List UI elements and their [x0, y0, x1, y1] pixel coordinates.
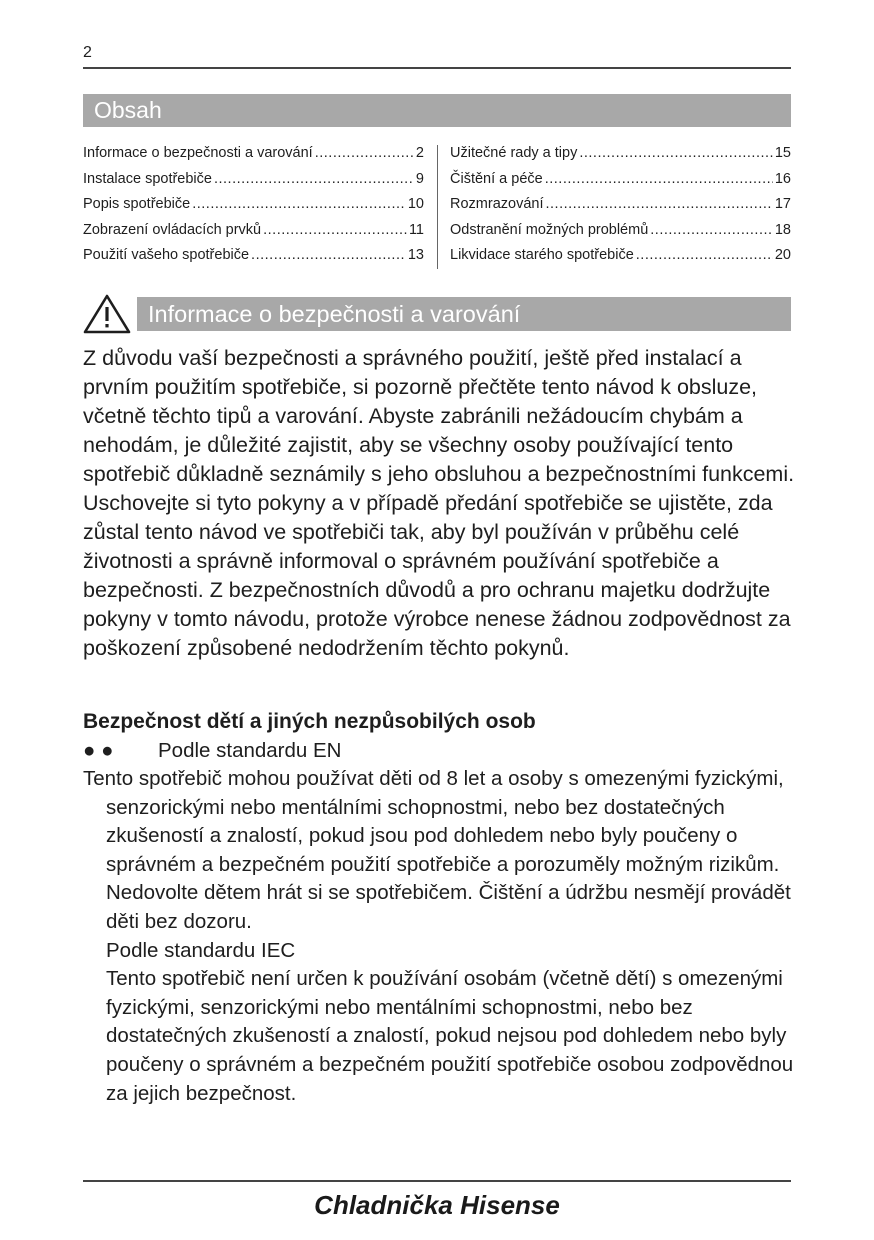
toc-entry-label: Použití vašeho spotřebiče — [83, 247, 250, 263]
toc-leader — [315, 145, 414, 161]
toc-entry-label: Zobrazení ovládacích prvků — [83, 221, 262, 238]
top-divider — [83, 67, 791, 69]
bullet-marks: ● ● — [83, 739, 114, 762]
toc-entry-page: 10 — [407, 196, 424, 212]
toc-title: Obsah — [83, 94, 791, 127]
en-standard-label: Podle standardu EN — [158, 739, 342, 762]
table-of-contents — [83, 145, 791, 271]
toc-entry-page: 9 — [415, 170, 424, 187]
children-safety-body — [83, 765, 799, 1108]
toc-entry-page: 13 — [407, 247, 424, 263]
toc-leader — [263, 222, 407, 238]
toc-left-column — [83, 145, 424, 273]
iec-standard-text: Tento spotřebič není určen k používání osobám (včetně dětí) s omezenými fyzickými, senzorickými nebo mentálními schopnostmi, nebo bez dostatečných zkušeností a znalostí, pokud nejsou pod dohledem nebo byly poučeny o správném a bezpečném použití spotřebiče osobou zodpovědnou za jejich bezpečnost. — [106, 967, 794, 1105]
toc-entry-label: Instalace spotřebiče — [83, 170, 212, 187]
toc-entry-page: 15 — [774, 145, 791, 161]
toc-leader — [251, 247, 406, 263]
toc-entry-label: Čištění a péče — [450, 170, 543, 187]
toc-entry-page: 20 — [774, 247, 791, 263]
toc-entry[interactable] — [450, 247, 791, 273]
toc-leader — [650, 222, 773, 238]
iec-standard-label: Podle standardu IEC — [106, 938, 296, 962]
section-title: Informace o bezpečnosti a varování — [137, 297, 791, 331]
toc-entry[interactable] — [83, 196, 424, 222]
warning-triangle-icon — [83, 294, 131, 334]
toc-column-divider — [437, 145, 438, 269]
children-safety-heading: Bezpečnost dětí a jiných nezpůsobilých osob — [83, 710, 536, 733]
toc-leader — [545, 171, 773, 187]
toc-entry[interactable] — [83, 247, 424, 273]
toc-entry-label: Informace o bezpečnosti a varování — [83, 145, 313, 161]
intro-paragraph: Z důvodu vaší bezpečnosti a správného použití, ještě před instalací a prvním použitím spotřebiče, si pozorně přečtěte tento návod k obsluze, včetně těchto tipů a varování. Abyste zabránili nežádoucím chybám a nehodám, je důležité zajistit, aby se všechny osoby používající tento spotřebič důkladně seznámily s jeho obsluhou a bezpečnostními funkcemi. Uschovejte si tyto pokyny a v případě předání spotřebiče se ujistěte, zda zůstal tento návod ve spotřebiči tak, aby byl používán v průběhu celé životnosti a správně informoval o správném používání spotřebiče a bezpečnosti. Z bezpečnostních důvodů a pro ochranu majetku dodržujte pokyny v tomto návodu, protože výrobce nenese žádnou zodpovědnost za poškození způsobené nedodržením těchto pokynů. — [83, 346, 795, 660]
toc-entry[interactable] — [450, 196, 791, 222]
toc-entry[interactable] — [83, 222, 424, 248]
toc-entry[interactable] — [450, 145, 791, 171]
toc-entry[interactable] — [450, 171, 791, 197]
toc-entry-page: 16 — [774, 170, 791, 187]
en-standard-text: Tento spotřebič mohou používat děti od 8 let a osoby s omezenými fyzickými, senzorickými nebo mentálními schopnostmi, nebo bez dostatečných zkušeností a znalostí, pokud jsou pod dohledem nebo byly poučeny o správném a bezpečném použití spotřebiče a porozuměly možným rizikům. Nedovolte dětem hrát si se spotřebičem. Čištění a údržbu nesmějí provádět děti bez dozoru. — [83, 767, 791, 933]
page-number: 2 — [83, 44, 92, 61]
toc-leader — [636, 247, 773, 263]
toc-entry-label: Užitečné rady a tipy — [450, 145, 578, 161]
toc-entry[interactable] — [83, 171, 424, 197]
toc-entry-label: Odstranění možných problémů — [450, 221, 649, 238]
toc-entry-label: Rozmrazování — [450, 196, 544, 212]
toc-leader — [545, 196, 772, 212]
toc-entry-page: 18 — [774, 221, 791, 238]
toc-leader — [214, 171, 414, 187]
toc-entry-page: 17 — [774, 196, 791, 212]
toc-leader — [192, 196, 406, 212]
toc-entry[interactable] — [450, 222, 791, 248]
toc-leader — [579, 145, 773, 161]
toc-entry[interactable] — [83, 145, 424, 171]
en-standard-line — [83, 737, 341, 765]
footer-brand: Chladnička Hisense — [314, 1190, 560, 1220]
toc-entry-label: Popis spotřebiče — [83, 196, 191, 212]
toc-entry-label: Likvidace starého spotřebiče — [450, 247, 634, 263]
toc-entry-page: 11 — [408, 221, 424, 238]
toc-entry-page: 2 — [415, 145, 424, 161]
toc-right-column — [450, 145, 791, 273]
bottom-divider — [83, 1180, 791, 1182]
